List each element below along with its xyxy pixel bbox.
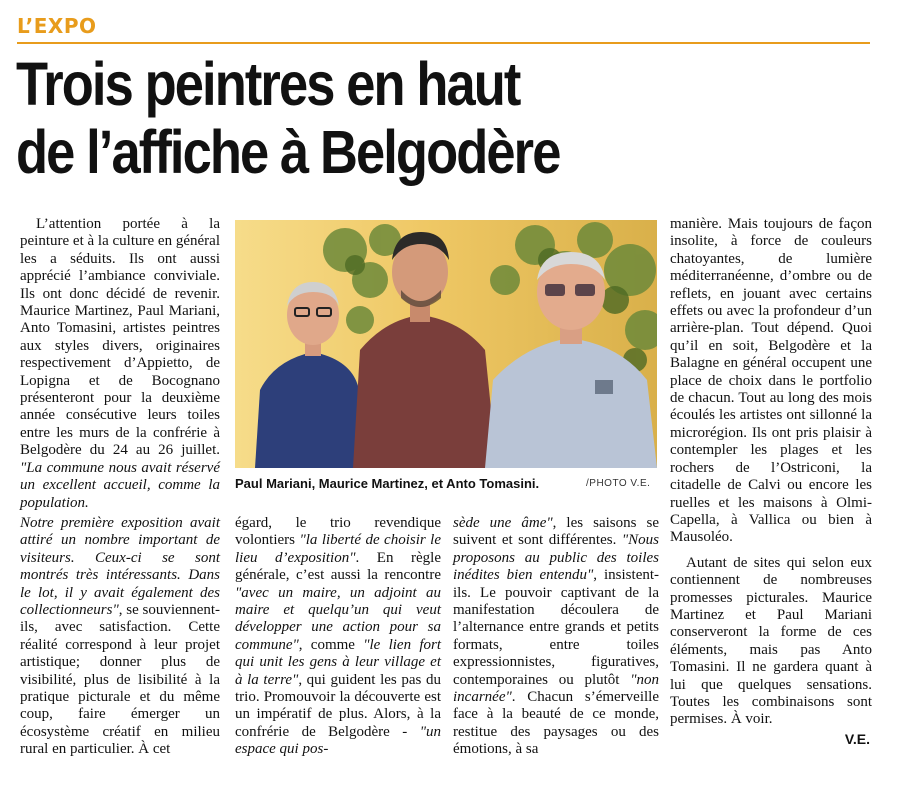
- column-2: [235, 515, 441, 759]
- column-3: [453, 515, 659, 759]
- paragraph: [20, 515, 220, 759]
- quote: "Nous proposons au public des toiles inédites bien entendu": [453, 532, 659, 584]
- headline-line-2: de l’affiche à Belgodère: [16, 118, 560, 186]
- quote: Notre première exposition avait attiré un nombre important de visiteurs. Ceux-ci se sont montrés très intéressants. Dans le lot, il y avait également des collectionneurs": [20, 515, 220, 619]
- body-text: , insistent-ils. Le pouvoir captivant de la manifestation découlera de l’alternance entre grands et petits formats, entre toiles expressionnistes, figuratives, contemporaines ou plutôt: [453, 567, 660, 688]
- quote: "le lien fort qui unit les gens à leur village et à la terre": [235, 636, 441, 688]
- body-text: . En règle générale, c’est aussi la rencontre: [235, 549, 441, 584]
- body-text: L’attention portée à la peinture et à la culture en général les a séduits. Ils ont aussi apprécié l’ambiance conviviale. Ils ont donc décidé de revenir. Maurice Martinez, Paul Mariani, Anto Tomasini, artistes peintres aux styles divers, originaires respectivement d’Appietto, de Lopigna et de Bocognano présenteront pour la deuxième année consécutive leurs toiles entre les murs de la confrérie à Belgodère du 24 au 26 juillet.: [20, 216, 220, 459]
- quote: "non incarnée": [453, 671, 659, 706]
- paragraph: Autant de sites qui selon eux contiennent de nombreuses promesses picturales. Maurice Martinez et Paul Mariani conserveront la forme de ces éléments, mais pas Anto Tomasini. Il ne gardera quant à lui que quelques sensations. Toutes les combinaisons sont permises. À voir.: [670, 554, 872, 728]
- paragraph: [453, 515, 659, 759]
- section-label: L’EXPO: [17, 14, 97, 38]
- photo-caption: Paul Mariani, Maurice Martinez, et Anto Tomasini.: [235, 476, 540, 491]
- quote: sède une âme": [453, 515, 553, 531]
- paragraph: [235, 515, 441, 759]
- quote: "La commune nous avait réservé un excellent accueil, comme la population.: [20, 459, 220, 511]
- body-text: égard, le trio revendique volontiers: [235, 515, 441, 549]
- headline-line-1: Trois peintres en haut: [16, 50, 520, 118]
- paragraph: [20, 216, 220, 512]
- author-signature: V.E.: [844, 731, 870, 747]
- body-text: , se souviennent-ils, avec satisfaction. Cette réalité correspond à leur projet artistique; donner plus de visibilité, plus de lisibilité à la pratique picturale et du même coup, faire émerger un écosystème créatif en milieu rural en particulier. À cet: [20, 602, 221, 758]
- column-1-top: [20, 216, 220, 512]
- body-text: , qui guident les pas du trio. Promouvoir la découverte est un impératif de plus. Alors, à la confrérie de Belgodère -: [235, 671, 441, 740]
- section-rule: [17, 42, 870, 44]
- column-4: [670, 216, 872, 729]
- column-1-bottom: [20, 515, 220, 759]
- article-photo: [235, 220, 657, 468]
- photo-credit: /PHOTO V.E.: [586, 478, 651, 489]
- quote: "avec un maire, un adjoint au maire et quelqu’un qui veut développer une action pour sa commune": [235, 584, 441, 653]
- body-text: , comme: [298, 636, 364, 653]
- quote: "la liberté de choisir le lieu d’exposition": [235, 532, 441, 566]
- body-text: . Chacun s’émerveille face à la beauté de ce monde, restitue des paysages ou des émotions, à sa: [453, 689, 659, 758]
- body-text: , les saisons se suivent et sont différentes.: [453, 515, 659, 549]
- paragraph: manière. Mais toujours de façon insolite, à force de couleurs chatoyantes, de lumière méditerranéenne, d’ombre ou de reflets, en jouant avec certains effets ou avec la profondeur d’un arrière-plan. Tout dépend. Quoi qu’il en soit, Belgodère et la Balagne en général occupent une place de choix dans le portfolio de chacun. Tout au long des mois écoulés les artistes ont sillonné la microrégion. Ils ont pris plaisir à contempler les plages et les rochers de l’Ostriconi, la citadelle de Calvi ou encore les ruelles et les maisons à Olmi-Capella, à Vallica ou bien à Mausoléo.: [670, 216, 872, 546]
- three-painters-image: [235, 220, 657, 468]
- quote: "un espace qui pos-: [235, 723, 441, 758]
- headline: [16, 50, 764, 186]
